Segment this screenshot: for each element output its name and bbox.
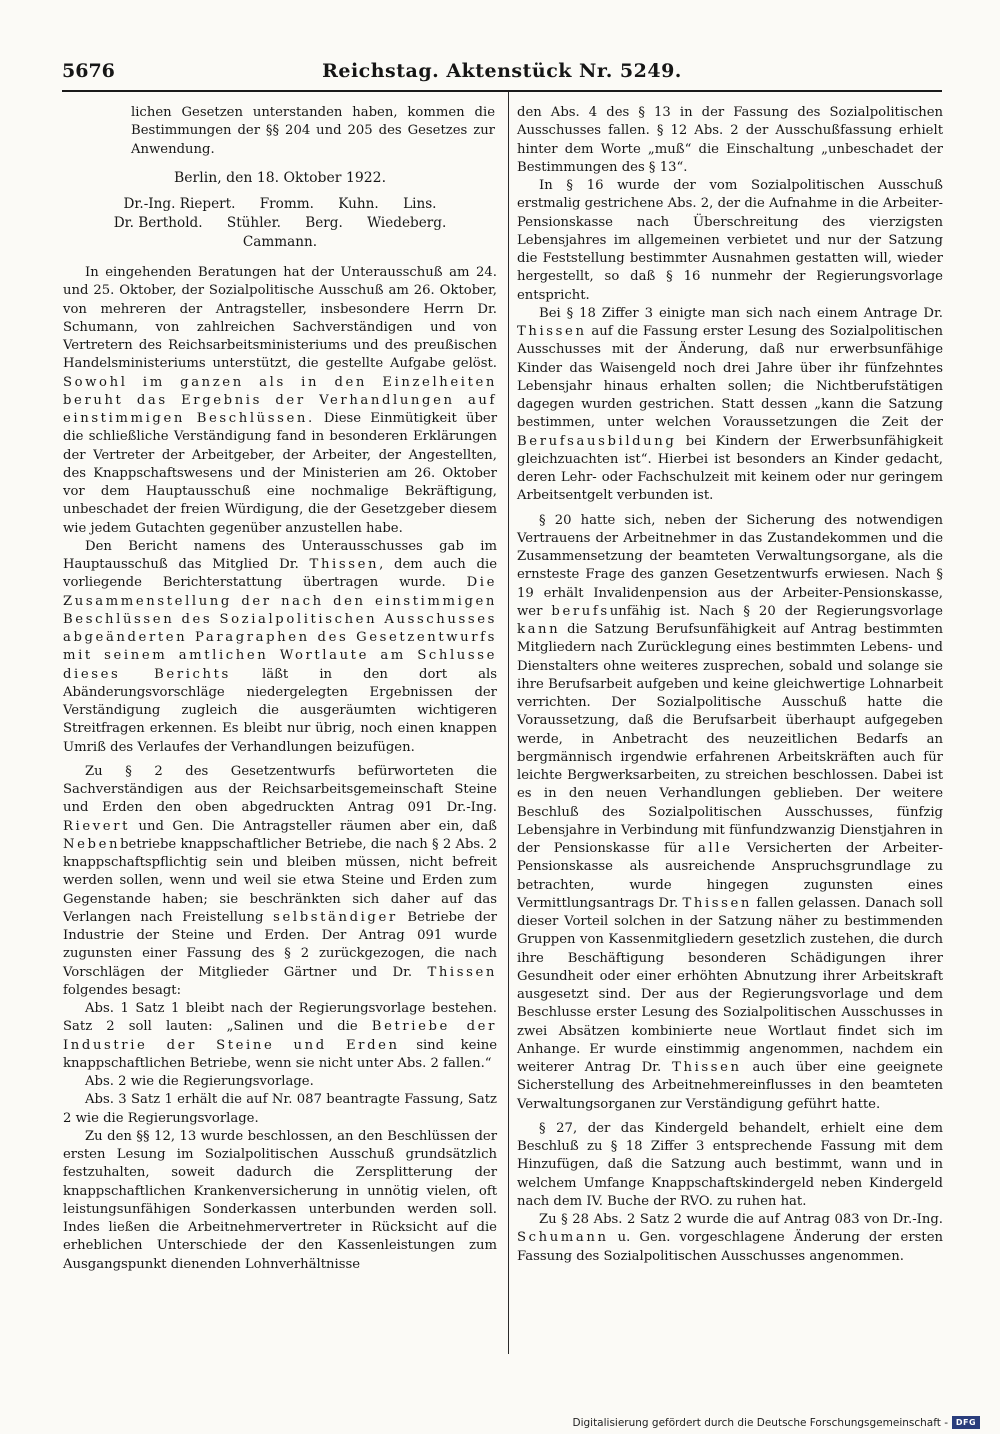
signatory: Stühler. — [226, 215, 281, 231]
signatory: Fromm. — [259, 196, 314, 212]
signatories — [63, 195, 497, 252]
signatories-row — [63, 214, 497, 233]
text-span: In eingehenden Beratungen hat der Unterausschuß am 24. und 25. Oktober, der Sozialpolitische Ausschuß am 26. Oktober, von mehreren der Antragsteller, insbesondere Herrn Dr. Schumann, von zahlreichen Sachverständigen und von Vertretern des Reichsarbeitsministeriums und des preußischen Handelsministeriums unterstützt, die gestellte Aufgabe gelöst. — [63, 265, 497, 372]
paragraph: den Abs. 4 des § 13 in der Fassung des Sozialpolitischen Ausschusses fallen. § 12 Abs. 2 der Ausschußfassung erhielt hinter dem Worte „muß“ die Einschaltung „unbeschadet der Bestimmungen des § 13“. — [517, 105, 943, 175]
dfg-logo: DFG — [952, 1416, 980, 1429]
paragraph — [63, 264, 497, 538]
paragraph: Abs. 2 wie die Regierungsvorlage. — [85, 1074, 314, 1089]
spaced-text: Die Zusammenstellung der nach den einstimmigen Beschlüssen des Sozialpolitischen Ausschusses abgeänderten Paragraphen des Gesetzentwurfs mit seinem amtlichen Wortlaute am Schlusse dieses Berichts — [63, 575, 497, 682]
spaced-name: Thissen — [682, 895, 753, 911]
spaced-text: kann — [517, 622, 561, 637]
spaced-text: Berufsausbildung — [517, 433, 677, 449]
spaced-name: Rievert — [63, 818, 131, 834]
paragraph: § 27, der das Kindergeld behandelt, erhielt eine dem Beschluß zu § 18 Ziffer 3 entsprechende Fassung mit dem Hinzufügen, daß die Satzung auch bestimmt, wann und in welchem Umfange Knappschaftskindergeld neben Kindergeld nach dem IV. Buche der RVO. zu ruhen hat. — [517, 1120, 943, 1209]
text-span: u. Gen. vorgeschlagene Änderung der ersten Fassung des Sozialpolitischen Ausschusses angenommen. — [517, 1230, 943, 1264]
text-span: Zu § 28 Abs. 2 Satz 2 wurde die auf Antrag 083 von Dr.-Ing. — [539, 1212, 943, 1227]
paragraph: Abs. 3 Satz 1 erhält die auf Nr. 087 beantragte Fassung, Satz 2 wie die Regierungsvorlage. — [63, 1092, 497, 1126]
spaced-name: Thissen — [672, 1060, 742, 1075]
signatories-row — [63, 195, 497, 214]
text-span: Abs. 1 Satz 1 bleibt nach der Regierungsvorlage bestehen. Satz 2 soll lauten: „Salinen und die — [63, 1001, 497, 1035]
text-span: auch über eine geeignete Sicherstellung des Arbeitnehmereinflusses in den beamteten Verwaltungsorganen zur Verständigung geführt hatte. — [517, 1060, 943, 1112]
spaced-name: Schumann — [517, 1230, 609, 1246]
text-span: Zu § 2 des Gesetzentwurfs befürworteten die Sachverständigen aus der Reichsarbeitsgemeinschaft Steine und Erden den oben abgedruckten Antrag 091 Dr.-Ing. — [63, 763, 497, 816]
date-line: Berlin, den 18. Oktober 1922. — [173, 169, 387, 186]
text-span: auf die Fassung erster Lesung des Sozialpolitischen Ausschusses mit der Änderung, daß nur erwerbsunfähige Kinder das Waisengeld noch drei Jahre über ihr fünfzehntes Lebensjahr hinaus erhalten sollen; die Nichtberufstätigen dagegen wurden gestrichen. Statt dessen „kann die Satzung bestimmen, unter welchen Voraussetzungen die Zeit der — [517, 324, 943, 431]
paragraph — [517, 512, 943, 1114]
spaced-text: Sowohl im ganzen als in den Einzelheiten beruht das Ergebnis der Verhandlungen auf einstimmigen Beschlüssen. — [63, 374, 497, 426]
text-span: unfähig ist. Nach § 20 der Regierungsvorlage — [609, 603, 943, 619]
signatory: Dr.-Ing. Riepert. — [123, 196, 236, 212]
spaced-name: Thissen — [309, 557, 380, 572]
signatory: Lins. — [403, 196, 437, 212]
paragraph — [517, 305, 943, 506]
page-title: Reichstag. Aktenstück Nr. 5249. — [322, 60, 682, 82]
right-column — [517, 104, 943, 1266]
text-span: läßt in den dort als Abänderungsvorschläge niedergelegten Ergebnissen der Verständigung zugleich die ausgeräumten wichtigeren Streitfragen erkennen. Es bleibt nur übrig, noch einen knappen Umriß des Verlaufes der Verhandlungen beizufügen. — [63, 666, 497, 755]
text-span: sind keine knappschaftlichen Betriebe, wenn sie nicht unter Abs. 2 fallen.“ — [63, 1037, 497, 1071]
signatory: Berg. — [305, 215, 343, 231]
text-span: Versicherten der Arbeiter-Pensionskasse als ausreichende Anspruchsgrundlage zu betrachten, wurde hingegen zugunsten eines Vermittlungsantrags Dr. — [517, 841, 943, 911]
paragraph — [63, 538, 497, 757]
paragraph: Zu den §§ 12, 13 wurde beschlossen, an den Beschlüssen der ersten Lesung im Sozialpolitischen Ausschuß grundsätzlich festzuhalten, soweit dadurch die Zersplitterung der knappschaftlichen Krankenversicherung in unnötig vielen, oft leistungsunfähigen Sonderkassen unterbunden werden soll. Indes ließen die Arbeitnehmervertreter in Rücksicht auf die erheblichen Unterschiede der den Kassenleistungen zum Ausgangspunkt dienenden Lohnverhältnisse — [63, 1128, 497, 1272]
text-span: Diese Einmütigkeit über die schließliche Verständigung fand in besonderen Erklärungen der Vertreter der Arbeitgeber, der Arbeiter, der Angestellten, des Knappschaftswesens und der Ministerien am 26. Oktober vor dem Hauptausschuß eine nochmalige Bekräftigung, unbeschadet der freien Würdigung, die der Gesetzgeber diesem wie jedem Gutachten gegenüber anzustellen habe. — [63, 411, 497, 536]
page-header — [62, 60, 942, 92]
signatory: Wiedeberg. — [367, 215, 447, 231]
paragraph: lichen Gesetzen unterstanden haben, kommen die Bestimmungen der §§ 204 und 205 des Gesetzes zur Anwendung. — [131, 105, 495, 157]
signatory: Dr. Berthold. — [113, 215, 203, 231]
digitization-credit — [572, 1416, 980, 1429]
paragraph — [63, 1000, 497, 1073]
text-span: folgendes besagt: — [63, 982, 182, 998]
text-span: Bei § 18 Ziffer 3 einigte man sich nach einem Antrage Dr. — [539, 305, 943, 321]
spaced-name: Thissen — [517, 324, 587, 339]
text-span: und Gen. Die Antragsteller räumen aber ein, daß — [130, 818, 497, 834]
spaced-text: berufs — [551, 603, 610, 619]
spaced-text: Neben — [63, 836, 121, 852]
text-span: fallen gelassen. Danach soll dieser Vorteil solchen in der Satzung näher zu bestimmenden Gruppen von Kassenmitgliedern gesetzlich zustehen, die durch ihre Beschäftigung besonderen Schädigungen ihrer Gesundheit oder einer erhöhten Abnutzung ihrer Arbeitskraft ausgesetzt sind. Der aus der Regierungsvorlage und dem Beschlusse erster Lesung des Sozialpolitischen Ausschusses in zwei Absätzen kombinierte neue Wortlaut findet sich im Anhange. Er wurde einstimmig angenommen, nachdem ein weiterer Antrag Dr. — [517, 895, 943, 1075]
paragraph — [517, 1211, 943, 1266]
text-span: die Satzung Berufsunfähigkeit auf Antrag bestimmten Mitgliedern nach Zurücklegung eines bestimmten Lebens- und Dienstalters ohne weiteres zusprechen, sobald und solange sie ihre Berufsarbeit aufgeben und keine gleichwertige Lohnarbeit verrichten. Der Sozialpolitische Ausschuß hatte die Voraussetzung, daß die Berufsarbeit überhaupt aufgegeben werde, in Anbetracht des neuzeitlichen Bedarfs an bergmännisch irgendwie erfahrenen Arbeitskräften auch für leichte Bergwerksarbeiten, zu streichen beschlossen. Dabei ist es in den neuen Verhandlungen geblieben. Der weitere Beschluß des Sozialpolitischen Ausschusses, fünfzig Lebensjahre in Verbindung mit fünfundzwanzig Dienstjahren in der Pensionskasse für — [517, 622, 943, 856]
spaced-text: selbständiger — [273, 909, 398, 925]
text-span: , dem auch die vorliegende Berichterstattung übertragen wurde. — [63, 557, 497, 591]
paragraph: In § 16 wurde der vom Sozialpolitischen Ausschuß erstmalig gestrichene Abs. 2, der die Aufnahme in die Arbeiter-Pensionskasse nach Überschreitung des vierzigsten Lebensjahres im allgemeinen verbietet und nur der Satzung die Feststellung bestimmter Ausnahmen gestatten will, wieder hergestellt, so daß § 16 nunmehr der Regierungsvorlage entspricht. — [517, 178, 943, 303]
text-span: bei Kindern der Erwerbsunfähigkeit gleichzuachten ist“. Hierbei ist besonders an Kinder gedacht, deren Lehr- oder Fachschulzeit mit keinem oder nur geringem Arbeitsentgelt verbunden ist. — [517, 433, 943, 504]
signatory: Cammann. — [242, 234, 318, 250]
text-span: § 20 hatte sich, neben der Sicherung des notwendigen Vertrauens der Arbeitnehmer in das Zustandekommen und die Zusammensetzung der beamteten Verwaltungsorgane, als die ernsteste Frage des ganzen Gesetzentwurfs erwiesen. Nach § 19 erhält Invalidenpension aus der Arbeiter-Pensionskasse, wer — [517, 512, 943, 619]
spaced-name: Thissen — [427, 964, 497, 980]
text-span: Den Bericht namens des Unterausschusses gab im Hauptausschuß das Mitglied Dr. — [63, 538, 497, 572]
signatories-row — [63, 233, 497, 252]
paragraph — [63, 763, 497, 1000]
signatory: Kuhn. — [338, 196, 379, 212]
spaced-text: alle — [697, 841, 733, 856]
text-span: Betriebe der Industrie der Steine und Erden. Der Antrag 091 wurde zugunsten einer Fassung des § 2 zurückgezogen, die nach Vorschlägen der Mitglieder Gärtner und Dr. — [63, 909, 497, 980]
text-span: betriebe knappschaftlicher Betriebe, die nach § 2 Abs. 2 knappschaftspflichtig sein und bleiben müssen, nicht befreit werden sollen, wenn und weil sie etwa Steine und Erden zum Gegenstande haben; sie beschränkten sich daher auf das Verlangen nach Freistellung — [63, 836, 497, 925]
credit-text: Digitalisierung gefördert durch die Deutsche Forschungsgemeinschaft - — [572, 1416, 948, 1429]
spaced-text: Betriebe der Industrie der Steine und Erden — [63, 1019, 497, 1053]
left-column — [63, 104, 497, 1274]
page-number: 5676 — [62, 60, 115, 82]
column-divider — [508, 92, 509, 1354]
